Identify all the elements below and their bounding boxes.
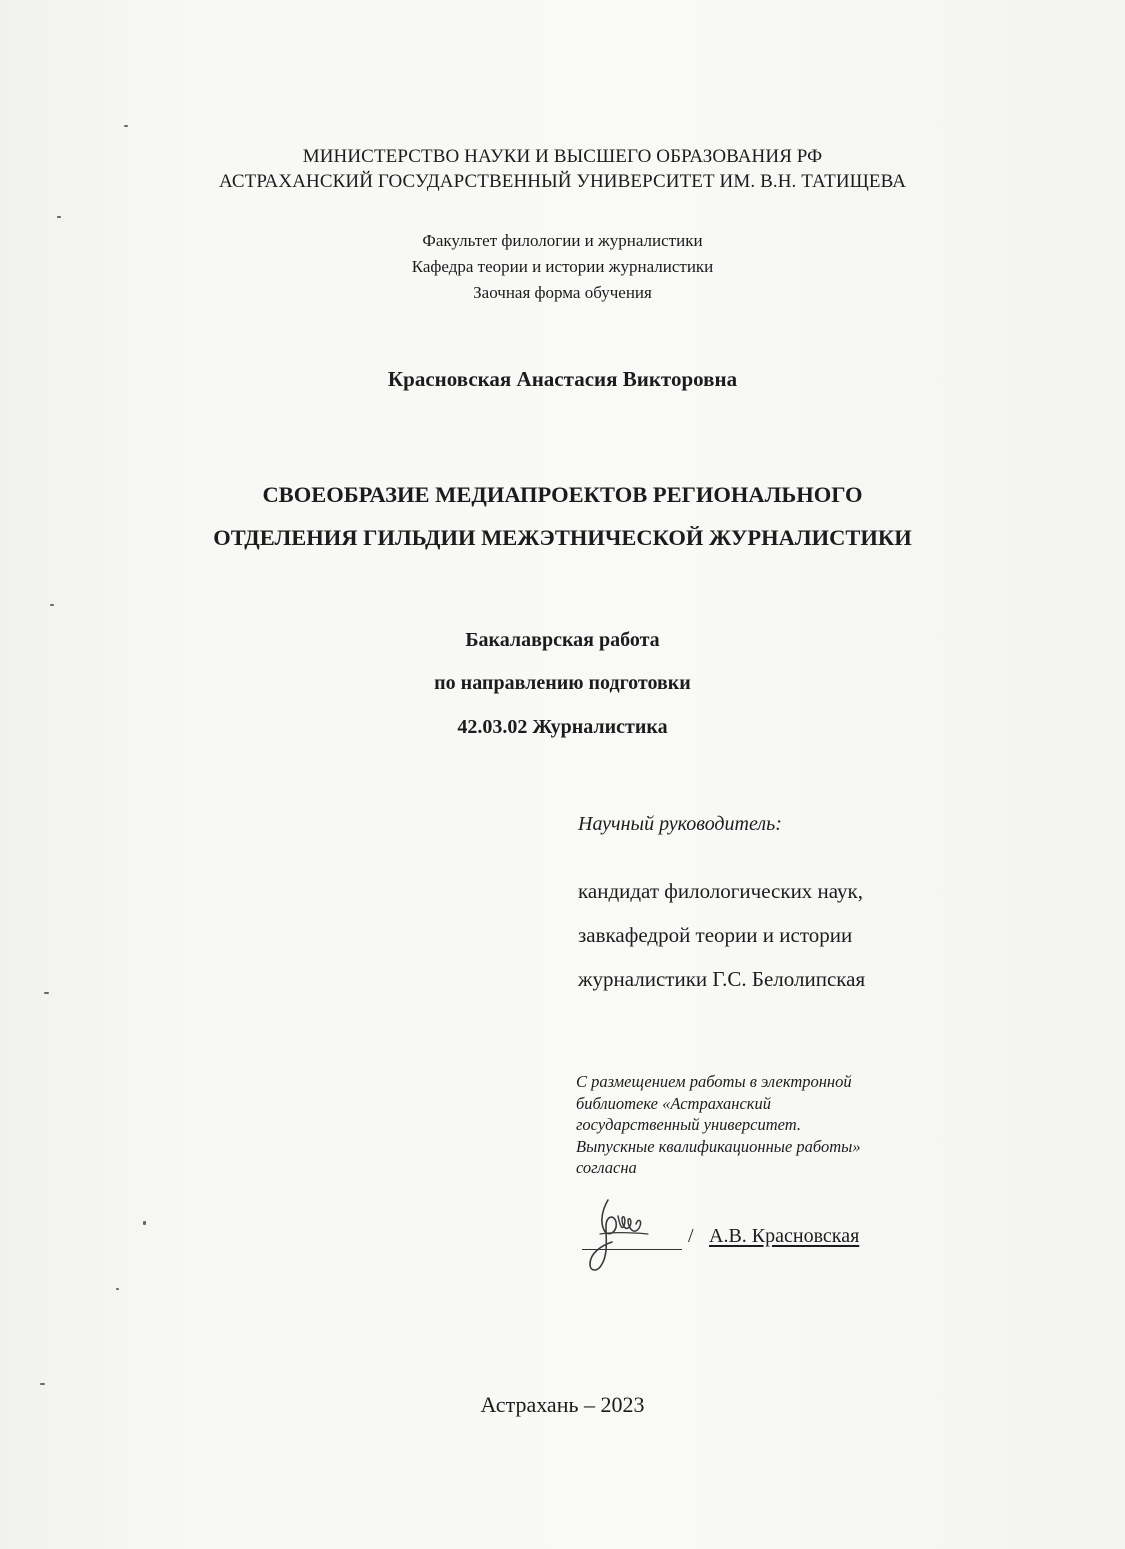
supervisor-block — [578, 869, 865, 1001]
thesis-title-line-2: ОТДЕЛЕНИЯ ГИЛЬДИИ МЕЖЭТНИЧЕСКОЙ ЖУРНАЛИСТИКИ — [213, 525, 912, 550]
author-name: Красновская Анастасия Викторовна — [387, 367, 738, 391]
direction-label: по направлению подготовки — [434, 672, 691, 694]
direction-code: 42.03.02 Журналистика — [457, 716, 668, 738]
scan-speck — [116, 1288, 119, 1290]
chair-line: Кафедра теории и истории журналистики — [411, 257, 714, 276]
ministry-line: МИНИСТЕРСТВО НАУКИ И ВЫСШЕГО ОБРАЗОВАНИЯ РФ — [302, 146, 823, 167]
consent-line-3: государственный университет. — [576, 1115, 801, 1134]
scan-speck — [50, 604, 54, 606]
scan-speck — [44, 992, 49, 994]
consent-line-4: Выпускные квалификационные работы» — [576, 1136, 861, 1156]
scan-speck — [57, 216, 61, 218]
scan-speck — [40, 1383, 45, 1385]
supervisor-line-3: журналистики Г.С. Белолипская — [578, 967, 866, 991]
university-line: АСТРАХАНСКИЙ ГОСУДАРСТВЕННЫЙ УНИВЕРСИТЕТ ИМ. В.Н. ТАТИЩЕВА — [218, 171, 907, 192]
signer-name: А.В. Красновская — [709, 1225, 860, 1247]
faculty-line: Факультет филологии и журналистики — [422, 231, 703, 250]
consent-line-5: согласна — [576, 1158, 637, 1177]
supervisor-line-2: завкафедрой теории и истории — [578, 923, 853, 947]
study-form-line: Заочная форма обучения — [473, 283, 652, 302]
consent-line-1: С размещением работы в электронной — [576, 1072, 852, 1091]
work-type: Бакалаврская работа — [465, 629, 660, 651]
supervisor-line-1: кандидат филологических наук, — [578, 879, 863, 903]
city-year: Астрахань – 2023 — [480, 1392, 645, 1417]
consent-block — [576, 1071, 861, 1179]
scan-speck — [143, 1221, 146, 1225]
signature-separator: / — [688, 1225, 694, 1247]
handwritten-signature — [578, 1196, 658, 1278]
supervisor-label: Научный руководитель: — [578, 813, 782, 835]
thesis-title-line-1: СВОЕОБРАЗИЕ МЕДИАПРОЕКТОВ РЕГИОНАЛЬНОГО — [262, 482, 863, 507]
consent-line-2: библиотеке «Астраханский — [576, 1093, 772, 1113]
scan-speck — [124, 125, 128, 127]
